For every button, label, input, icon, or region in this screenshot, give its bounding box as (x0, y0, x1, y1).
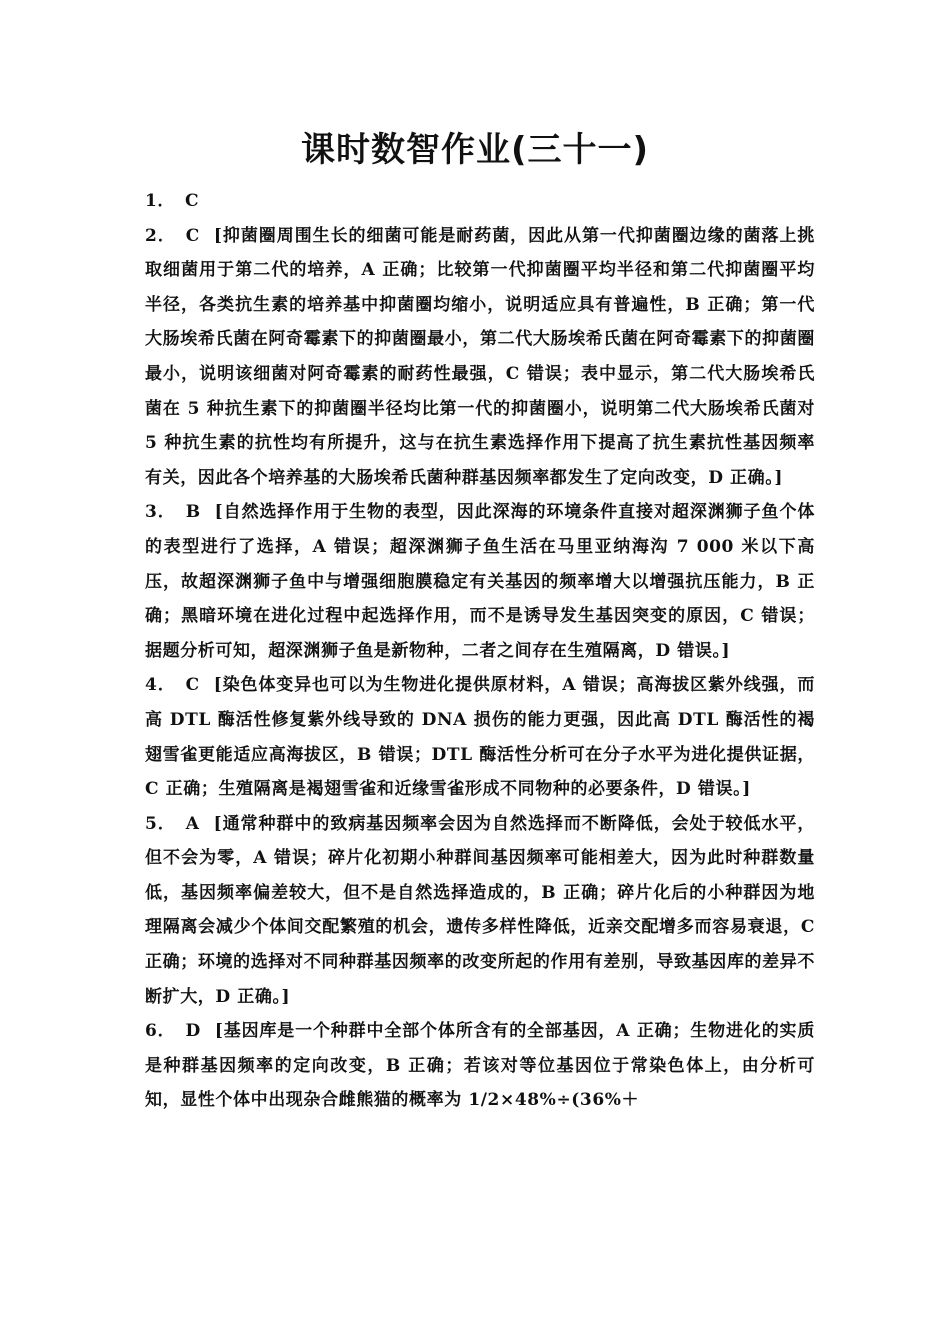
answer-item-4 (145, 668, 815, 806)
answer-item-6 (145, 1014, 815, 1118)
answer-item-1 (145, 184, 815, 219)
answer-item-2 (145, 219, 815, 496)
item-number: 6． (145, 1021, 176, 1042)
item-number: 1． (145, 191, 176, 211)
item-number: 4． (145, 675, 176, 696)
item-answer: C (185, 191, 200, 211)
item-explanation: [染色体变异也可以为生物进化提供原材料，A 错误；高海拔区紫外线强，而高 DTL 酶活性修复紫外线导致的 DNA 损伤的能力更强，因此高 DTL 酶活性的褐翅雪雀更能适应高海拔区，B 错误；DTL 酶活性分析可在分子水平为进化提供证据，C 正确；生殖隔离是褐翅雪雀和近缘雪雀形成不同物种的必要条件，D 错误。] (145, 675, 816, 800)
item-explanation: [抑菌圈周围生长的细菌可能是耐药菌，因此从第一代抑菌圈边缘的菌落上挑取细菌用于第二代的培养，A 正确；比较第一代抑菌圈平均半径和第二代抑菌圈平均半径，各类抗生素的培养基中抑菌圈均缩小，说明适应具有普遍性，B 正确；第一代大肠埃希氏菌在阿奇霉素下的抑菌圈最小，第二代大肠埃希氏菌在阿奇霉素下的抑菌圈最小，说明该细菌对阿奇霉素的耐药性最强，C 错误；表中显示，第二代大肠埃希氏菌在 5 种抗生素下的抑菌圈半径均比第一代的抑菌圈小，说明第二代大肠埃希氏菌对 5 种抗生素的抗性均有所提升，这与在抗生素选择作用下提高了抗生素抗性基因频率有关，因此各个培养基的大肠埃希氏菌种群基因频率都发生了定向改变，D 正确。] (145, 225, 816, 488)
item-answer: B (185, 502, 201, 523)
item-answer: C (185, 675, 200, 696)
answer-item-3 (145, 495, 815, 668)
answer-list (145, 184, 815, 1118)
item-answer: D (185, 1021, 201, 1042)
item-answer: C (185, 225, 200, 246)
item-number: 5． (145, 813, 176, 834)
page-title: 课时数智作业(三十一) (300, 130, 650, 170)
answer-item-5 (145, 807, 815, 1015)
item-number: 3． (145, 502, 176, 523)
item-number: 2． (145, 225, 176, 246)
item-explanation: [自然选择作用于生物的表型，因此深海的环境条件直接对超深渊狮子鱼个体的表型进行了选择，A 错误；超深渊狮子鱼生活在马里亚纳海沟 7 000 米以下高压，故超深渊狮子鱼中与增强细胞膜稳定有关基因的频率增大以增强抗压能力，B 正确；黑暗环境在进化过程中起选择作用，而不是诱导发生基因突变的原因，C 错误；据题分析可知，超深渊狮子鱼是新物种，二者之间存在生殖隔离，D 错误。] (145, 502, 816, 661)
item-explanation: [通常种群中的致病基因频率会因为自然选择而不断降低，会处于较低水平，但不会为零，A 错误；碎片化初期小种群间基因频率可能相差大，因为此时种群数量低，基因频率偏差较大，但不是自然选择造成的，B 正确；碎片化后的小种群因为地理隔离会减少个体间交配繁殖的机会，遗传多样性降低，近亲交配增多而容易衰退，C 正确；环境的选择对不同种群基因频率的改变所起的作用有差别，导致基因库的差异不断扩大，D 正确。] (145, 813, 815, 1007)
item-answer: A (185, 813, 200, 834)
item-explanation: [基因库是一个种群中全部个体所含有的全部基因，A 正确；生物进化的实质是种群基因频率的定向改变，B 正确；若该对等位基因位于常染色体上，由分析可知，显性个体中出现杂合雌熊猫的概率为 1/2×48%÷(36%＋ (145, 1021, 815, 1111)
